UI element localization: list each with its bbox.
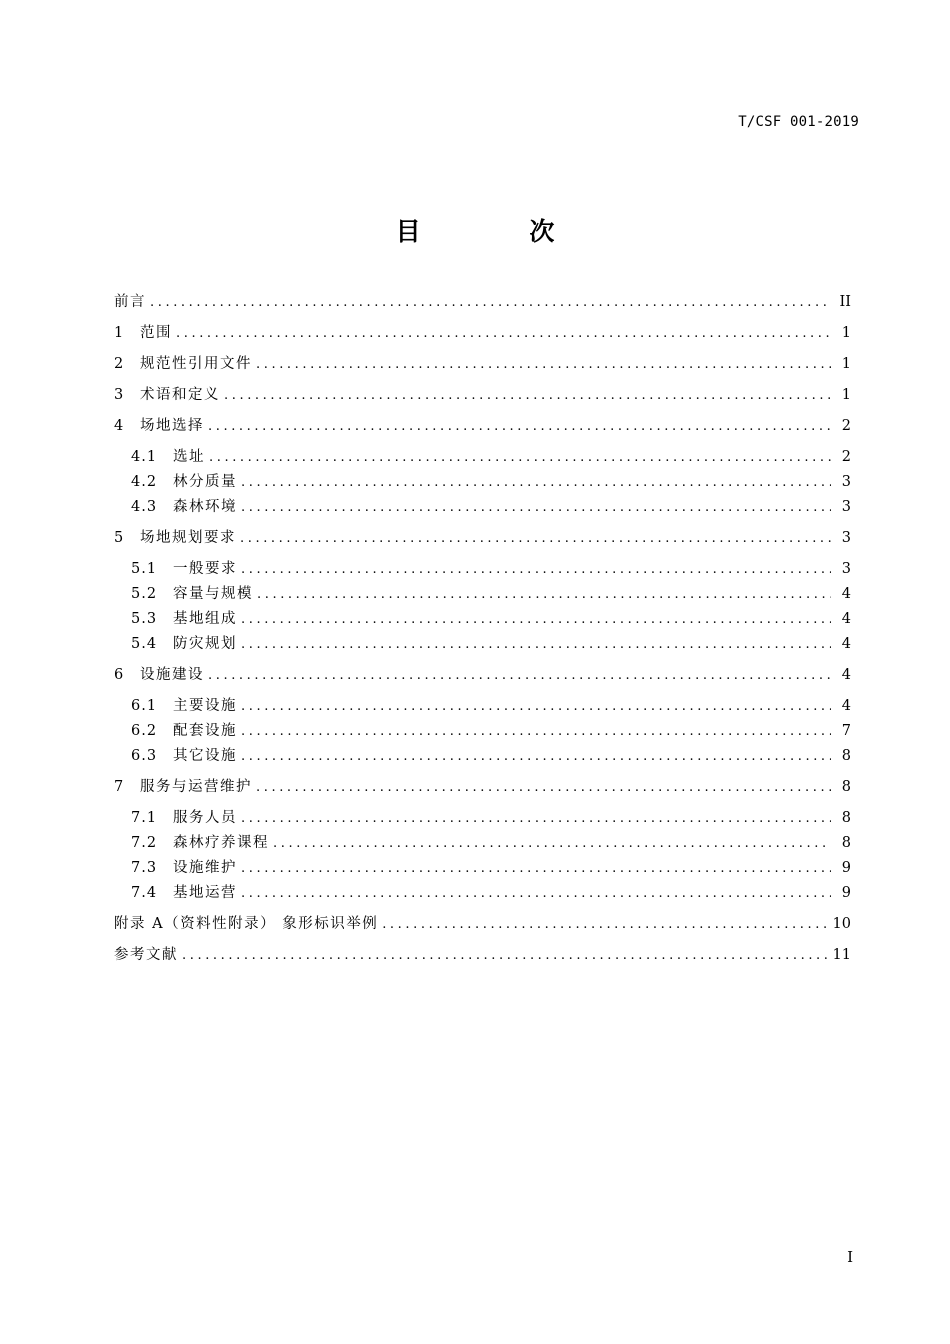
toc-entry-page: 1 [841, 356, 851, 372]
toc-entry-page: 8 [841, 810, 851, 826]
table-of-contents [114, 290, 851, 968]
toc-entry-label: 术语和定义 [140, 387, 220, 403]
toc-entry-page: 9 [841, 885, 851, 901]
toc-entry-page: 4 [841, 698, 851, 714]
toc-entry-label: 一般要求 [173, 561, 237, 577]
toc-entry-page: 4 [841, 636, 851, 652]
toc-dot-leader [241, 495, 831, 520]
toc-entry-label: 附录 A（资料性附录） 象形标识举例 [114, 916, 379, 932]
toc-entry-page: 8 [841, 748, 851, 764]
toc-dot-leader [241, 806, 831, 831]
toc-entry-label: 森林疗养课程 [173, 835, 269, 851]
toc-entry-number: 5 [114, 530, 125, 546]
toc-entry[interactable] [114, 557, 851, 582]
toc-dot-leader [256, 775, 831, 800]
toc-entry-page: 4 [841, 611, 851, 627]
toc-entry-number: 6.3 [131, 748, 158, 764]
toc-entry[interactable] [114, 607, 851, 632]
toc-entry[interactable] [114, 694, 851, 719]
toc-entry[interactable] [114, 470, 851, 495]
toc-entry[interactable] [114, 943, 851, 968]
toc-entry-label: 服务人员 [173, 810, 237, 826]
toc-entry-label: 选址 [173, 449, 205, 465]
toc-entry-page: 3 [841, 561, 851, 577]
toc-entry-page: 2 [841, 449, 851, 465]
toc-dot-leader [241, 881, 831, 906]
toc-entry[interactable] [114, 321, 851, 346]
toc-entry[interactable] [114, 806, 851, 831]
toc-entry[interactable] [114, 582, 851, 607]
toc-entry[interactable] [114, 383, 851, 408]
toc-entry[interactable] [114, 290, 851, 315]
toc-entry[interactable] [114, 495, 851, 520]
toc-entry[interactable] [114, 663, 851, 688]
toc-entry-label: 规范性引用文件 [140, 356, 252, 372]
toc-entry-number: 2 [114, 356, 125, 372]
toc-entry-label: 场地规划要求 [140, 530, 236, 546]
toc-dot-leader [182, 943, 827, 968]
toc-entry-number: 6 [114, 667, 125, 683]
toc-entry-label: 场地选择 [140, 418, 204, 434]
toc-entry[interactable] [114, 719, 851, 744]
toc-entry-number: 5.1 [131, 561, 158, 577]
toc-entry-page: 1 [841, 387, 851, 403]
toc-dot-leader [241, 607, 831, 632]
toc-dot-leader [241, 719, 831, 744]
toc-dot-leader [209, 445, 831, 470]
toc-entry[interactable] [114, 414, 851, 439]
document-code: T/CSF 001-2019 [738, 114, 859, 130]
toc-entry-page: 9 [841, 860, 851, 876]
toc-entry-page: 1 [841, 325, 851, 341]
toc-entry-page: 8 [841, 779, 851, 795]
toc-entry-number: 5.2 [131, 586, 158, 602]
toc-dot-leader [208, 663, 831, 688]
toc-entry-label: 设施维护 [173, 860, 237, 876]
toc-entry-page: 3 [841, 530, 851, 546]
toc-entry[interactable] [114, 632, 851, 657]
toc-entry-label: 其它设施 [173, 748, 237, 764]
toc-entry-page: 11 [832, 947, 851, 963]
toc-entry-label: 设施建设 [140, 667, 204, 683]
toc-entry[interactable] [114, 775, 851, 800]
toc-entry-label: 防灾规划 [173, 636, 237, 652]
toc-dot-leader [382, 912, 826, 937]
toc-entry[interactable] [114, 526, 851, 551]
toc-entry-label: 主要设施 [173, 698, 237, 714]
toc-dot-leader [241, 470, 831, 495]
toc-dot-leader [257, 582, 831, 607]
toc-entry-number: 7.2 [131, 835, 158, 851]
toc-entry[interactable] [114, 744, 851, 769]
toc-entry-label: 前言 [114, 294, 146, 310]
toc-title: 目 次 [395, 217, 605, 246]
toc-entry[interactable] [114, 831, 851, 856]
toc-entry-label: 范围 [140, 325, 172, 341]
toc-entry-number: 7 [114, 779, 125, 795]
toc-entry-number: 7.4 [131, 885, 158, 901]
toc-entry-label: 参考文献 [114, 947, 178, 963]
toc-entry-number: 1 [114, 325, 125, 341]
toc-entry-number: 4 [114, 418, 125, 434]
toc-entry-page: 3 [841, 499, 851, 515]
toc-dot-leader [241, 694, 831, 719]
toc-entry-label: 配套设施 [173, 723, 237, 739]
toc-dot-leader [240, 526, 831, 551]
toc-entry-number: 4.3 [131, 499, 158, 515]
toc-entry[interactable] [114, 881, 851, 906]
toc-entry-page: 2 [841, 418, 851, 434]
toc-entry-number: 3 [114, 387, 125, 403]
toc-entry-page: 7 [841, 723, 851, 739]
toc-dot-leader [176, 321, 831, 346]
toc-entry-label: 服务与运营维护 [140, 779, 252, 795]
toc-entry-label: 森林环境 [173, 499, 237, 515]
toc-dot-leader [208, 414, 831, 439]
toc-dot-leader [241, 856, 831, 881]
toc-dot-leader [256, 352, 831, 377]
toc-dot-leader [224, 383, 831, 408]
toc-entry-page: 4 [841, 586, 851, 602]
toc-dot-leader [241, 744, 831, 769]
toc-entry[interactable] [114, 352, 851, 377]
toc-entry-number: 4.2 [131, 474, 158, 490]
toc-entry-page: 3 [841, 474, 851, 490]
toc-dot-leader [273, 831, 831, 856]
toc-dot-leader [241, 557, 831, 582]
toc-entry-label: 基地组成 [173, 611, 237, 627]
toc-entry-number: 7.1 [131, 810, 158, 826]
toc-entry-page: II [839, 294, 851, 310]
toc-entry-number: 6.2 [131, 723, 158, 739]
toc-entry-label: 林分质量 [173, 474, 237, 490]
toc-entry-label: 容量与规模 [173, 586, 253, 602]
toc-entry-page: 4 [841, 667, 851, 683]
toc-entry-number: 5.4 [131, 636, 158, 652]
toc-entry[interactable] [114, 445, 851, 470]
toc-entry-number: 7.3 [131, 860, 158, 876]
toc-entry-page: 8 [841, 835, 851, 851]
toc-entry-number: 6.1 [131, 698, 158, 714]
toc-entry-number: 4.1 [131, 449, 158, 465]
toc-entry[interactable] [114, 856, 851, 881]
toc-entry-number: 5.3 [131, 611, 158, 627]
toc-dot-leader [150, 290, 831, 315]
toc-entry-label: 基地运营 [173, 885, 237, 901]
toc-dot-leader [241, 632, 831, 657]
toc-entry[interactable] [114, 912, 851, 937]
page-number: I [847, 1248, 853, 1266]
toc-entry-page: 10 [832, 916, 851, 932]
